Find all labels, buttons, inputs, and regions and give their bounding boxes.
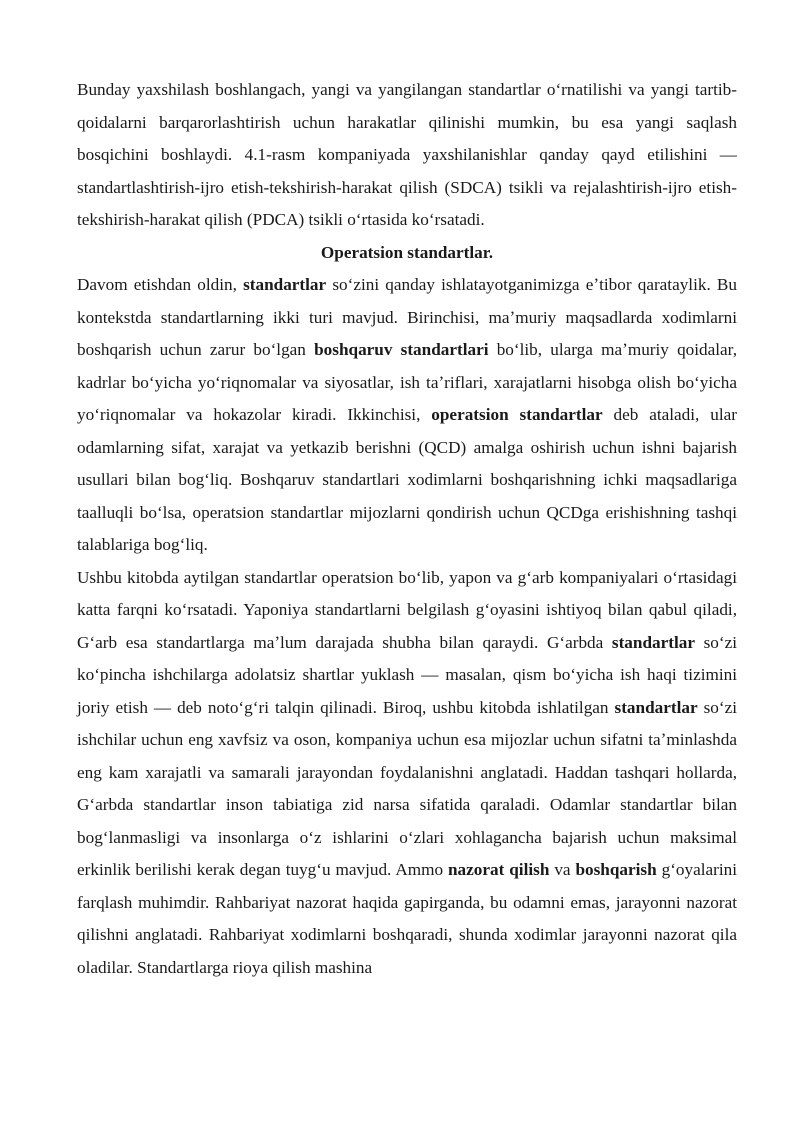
paragraph-intro: Bunday yaxshilash boshlangach, yangi va yangilangan standartlar oʻrnatilishi va yangi tartib-qoidalarni barqarorlashtirish uchun harakatlar qilinishi mumkin, bu esa yangi saqlash bosqichini boshlaydi. 4.1-rasm kompaniyada yaxshilanishlar qanday qayd etilishini — standartlashtirish-ijro etish-tekshirish-harakat qilish (SDCA) tsikli va rejalashtirish-ijro etish-tekshirish-harakat qilish (PDCA) tsikli oʻrtasida koʻrsatadi. [77, 80, 737, 229]
paragraph-standards-types [77, 269, 737, 562]
paragraph-japan-west [77, 562, 737, 985]
section-heading: Operatsion standartlar. [320, 242, 494, 262]
text-segment: gʻoyalarini farqlash muhimdir. Rahbariyat nazorat haqida gapirganda, bu odamni emas, jarayonni nazorat qilishni anglatadi. Rahbariyat xodimlarni boshqaradi, shunda xodimlar jarayonni nazorat qila oladilar. Standartlarga rioya qilish mashina [77, 860, 738, 977]
text-segment: va [549, 860, 576, 879]
document-page [77, 74, 737, 984]
text-segment: Davom etishdan oldin, [77, 275, 244, 294]
text-segment: soʻzi koʻpincha ishchilarga adolatsiz shartlar yuklash — masalan, qism boʻyicha ish haqi tizimini joriy etish — deb notoʻgʻri talqin qilinadi. Biroq, ushbu kitobda ishlatilgan [77, 632, 737, 717]
bold-term: standartlar [243, 275, 327, 294]
bold-term: boshqaruv standartlari [314, 340, 489, 359]
text-segment: boʻlib, ularga maʼmuriy qoidalar, kadrlar boʻyicha yoʻriqnomalar va siyosatlar, ish taʼriflari, xarajatlarni hisobga olish boʻyicha yoʻriqnomalar va hokazolar kiradi. Ikkinchisi, [77, 340, 738, 424]
bold-term: operatsion standartlar [431, 405, 603, 424]
text-segment: soʻzini qanday ishlatayotganimizga eʼtibor qarataylik. Bu kontekstda standartlarning ikki turi mavjud. Birinchisi, maʼmuriy maqsadlarda xodimlarni boshqarish uchun zarur boʻlgan [77, 275, 737, 359]
text-segment: soʻzi ishchilar uchun eng xavfsiz va oson, kompaniya uchun esa mijozlar uchun sifatni taʼminlashda eng kam xarajatli va samarali jarayondan foydalanishni anglatadi. Haddan tashqari hollarda, Gʻarbda standartlar inson tabiatiga zid narsa sifatida qaraladi. Odamlar standartlar bilan bogʻlanmasligi va insonlarga oʻz ishlarini oʻzlari xohlagancha bajarish uchun maksimal erkinlik berilishi kerak degan tuygʻu mavjud. Ammo [77, 697, 737, 879]
bold-term: standartlar [611, 632, 695, 652]
bold-term: boshqarish [575, 860, 657, 879]
bold-term: standartlar [614, 697, 698, 717]
bold-term: nazorat qilish [448, 860, 550, 879]
text-segment: deb ataladi, ular odamlarning sifat, xarajat va yetkazib berishni (QCD) amalga oshirish uchun ishni bajarish usullari bilan bogʻliq. Boshqaruv standartlari xodimlarni boshqarishning ichki maqsadlariga taalluqli boʻlsa, operatsion standartlar mijozlarni qondirish uchun QCDga erishishning tashqi talablariga bogʻliq. [77, 405, 737, 554]
text-segment: Ushbu kitobda aytilgan standartlar operatsion boʻlib, yapon va gʻarb kompaniyalari oʻrtasidagi katta farqni koʻrsatadi. Yaponiya standartlarni belgilash gʻoyasini ishtiyoq bilan qabul qiladi, Gʻarb esa standartlarga maʼlum darajada shubha bilan qaraydi. Gʻarbda [77, 567, 737, 652]
